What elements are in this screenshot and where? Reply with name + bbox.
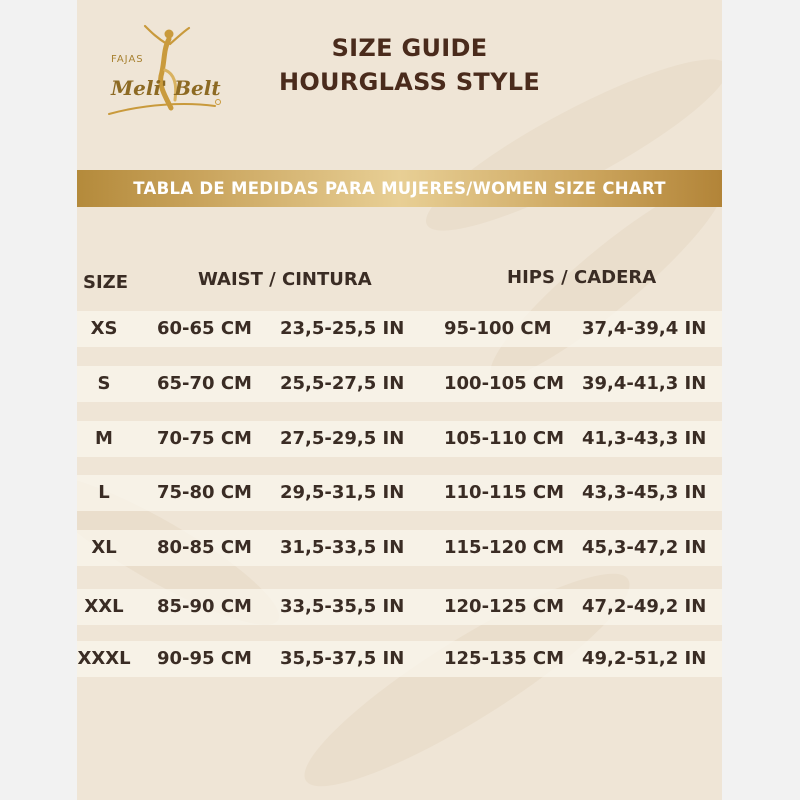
hips-in-cell: 49,2-51,2 IN [582,648,707,669]
brand-logo [105,24,230,119]
hips-cm-cell: 120-125 CM [444,596,565,617]
page-title-line2: HOURGLASS STYLE [278,68,541,96]
hips-in-cell: 47,2-49,2 IN [582,596,707,617]
size-cell: S [97,373,111,394]
hips-in-cell: 41,3-43,3 IN [582,428,707,449]
waist-cm-cell: 80-85 CM [157,537,252,558]
size-cell: L [98,482,110,503]
table-row [77,589,722,625]
logo-brand-name: Meli' Belt [111,76,221,100]
waist-cm-cell: 75-80 CM [157,482,252,503]
hips-in-cell: 37,4-39,4 IN [582,318,707,339]
hips-cm-cell: 110-115 CM [444,482,565,503]
waist-in-cell: 33,5-35,5 IN [280,596,405,617]
waist-in-cell: 31,5-33,5 IN [280,537,405,558]
table-row [77,311,722,347]
table-row [77,530,722,566]
dancer-figure-icon [105,24,230,119]
size-cell: XXL [84,596,124,617]
size-chart-banner [77,170,722,207]
waist-in-cell: 23,5-25,5 IN [280,318,405,339]
waist-cm-cell: 60-65 CM [157,318,252,339]
waist-in-cell: 35,5-37,5 IN [280,648,405,669]
logo-small-text: FAJAS [111,54,144,65]
size-cell: M [95,428,113,449]
waist-cm-cell: 70-75 CM [157,428,252,449]
size-cell: XXXL [77,648,131,669]
table-row [77,421,722,457]
table-row [77,366,722,402]
size-cell: XS [90,318,118,339]
banner-text: TABLA DE MEDIDAS PARA MUJERES/WOMEN SIZE CHART [133,179,666,198]
waist-cm-cell: 85-90 CM [157,596,252,617]
header-size: SIZE [83,272,129,293]
hips-cm-cell: 105-110 CM [444,428,565,449]
hips-in-cell: 45,3-47,2 IN [582,537,707,558]
hips-cm-cell: 95-100 CM [444,318,552,339]
hips-in-cell: 43,3-45,3 IN [582,482,707,503]
waist-in-cell: 27,5-29,5 IN [280,428,405,449]
size-cell: XL [91,537,117,558]
waist-in-cell: 29,5-31,5 IN [280,482,405,503]
waist-cm-cell: 90-95 CM [157,648,252,669]
waist-cm-cell: 65-70 CM [157,373,252,394]
header-waist: WAIST / CINTURA [198,269,372,290]
hips-cm-cell: 100-105 CM [444,373,565,394]
table-row [77,475,722,511]
waist-in-cell: 25,5-27,5 IN [280,373,405,394]
header-hips: HIPS / CADERA [507,267,657,288]
hips-cm-cell: 125-135 CM [444,648,565,669]
hips-cm-cell: 115-120 CM [444,537,565,558]
size-guide-card [77,0,722,800]
hips-in-cell: 39,4-41,3 IN [582,373,707,394]
page-title-line1: SIZE GUIDE [331,34,488,62]
table-row [77,641,722,677]
